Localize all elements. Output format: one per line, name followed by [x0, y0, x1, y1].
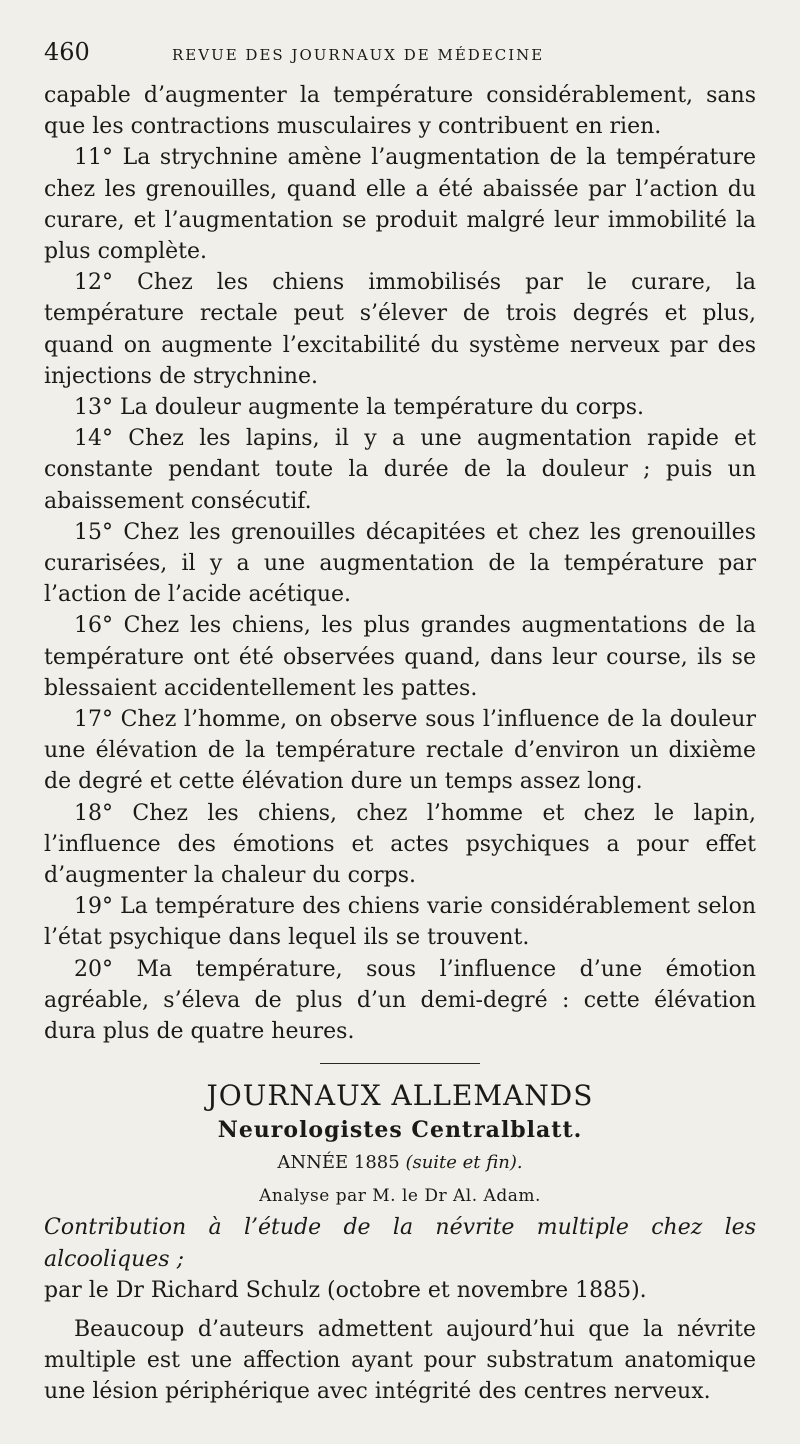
section-divider: [320, 1063, 480, 1064]
article: [44, 1212, 756, 1407]
article-intro: Beaucoup d’auteurs admettent aujourd’hui que la névrite multiple est une affection ayant pour substratum anatomique une lésion périphérique avec intégrité des centres nerveux.: [44, 1316, 756, 1405]
year-note: (suite et fin).: [405, 1152, 523, 1174]
year-line: [44, 1146, 756, 1180]
paragraph-item-11: 11° La strychnine amène l’augmentation de la température chez les grenouilles, quand elle a été abaissée par l’action du curare, et l’augmentation se produit malgré leur immobilité la plus complète.: [44, 145, 756, 265]
section-title: JOURNAUX ALLEMANDS: [206, 1079, 594, 1113]
article-title: Contribution à l’étude de la névrite multiple chez les alcooliques ;: [44, 1215, 756, 1272]
article-author: par le Dr Richard Schulz (octobre et novembre 1885).: [44, 1277, 647, 1303]
page-number: 460: [44, 38, 90, 66]
paragraph-item-12: 12° Chez les chiens immobilisés par le curare, la température rectale peut s’élever de trois degrés et plus, quand on augmente l’excitabilité du système nerveux par des injections de strychnine.: [44, 270, 756, 389]
journal-title: Neurologistes Centralblatt.: [217, 1117, 583, 1144]
paragraph-item-15: 15° Chez les grenouilles décapitées et chez les grenouilles curarisées, il y a une augmentation de la température par l’action de l’acide acétique.: [44, 519, 756, 608]
paragraph-item-17: 17° Chez l’homme, on observe sous l’influence de la douleur une élévation de la température rectale d’environ un dixième de degré et cette élévation dure un temps assez long.: [44, 707, 756, 795]
body-text: [44, 80, 756, 1047]
year: ANNÉE 1885: [277, 1152, 400, 1174]
paragraph-item-20: 20° Ma température, sous l’influence d’une émotion agréable, s’éleva de plus d’un demi-degré : cette élévation dura plus de quatre heures.: [44, 956, 756, 1045]
running-head: [44, 38, 756, 80]
paragraph-continuation: capable d’augmenter la température considérablement, sans que les contractions musculaires y contribuent en rien.: [44, 83, 756, 140]
paragraph-item-16: 16° Chez les chiens, les plus grandes augmentations de la température ont été observées quand, dans leur course, ils se blessaient accidentellement les pattes.: [44, 613, 756, 701]
paragraph-item-18: 18° Chez les chiens, chez l’homme et chez le lapin, l’influence des émotions et actes psychiques a pour effet d’augmenter la chaleur du corps.: [44, 800, 756, 889]
analyst-line: Analyse par M. le Dr Al. Adam.: [259, 1186, 541, 1207]
running-title: REVUE DES JOURNAUX DE MÉDECINE: [172, 46, 545, 64]
paragraph-item-19: 19° La température des chiens varie considérablement selon l’état psychique dans lequel ils se trouvent.: [44, 894, 756, 951]
paragraph-item-14: 14° Chez les lapins, il y a une augmentation rapide et constante pendant toute la durée de la douleur ; puis un abaissement consécutif.: [44, 426, 756, 514]
paragraph-item-13: 13° La douleur augmente la température du corps.: [74, 395, 645, 421]
